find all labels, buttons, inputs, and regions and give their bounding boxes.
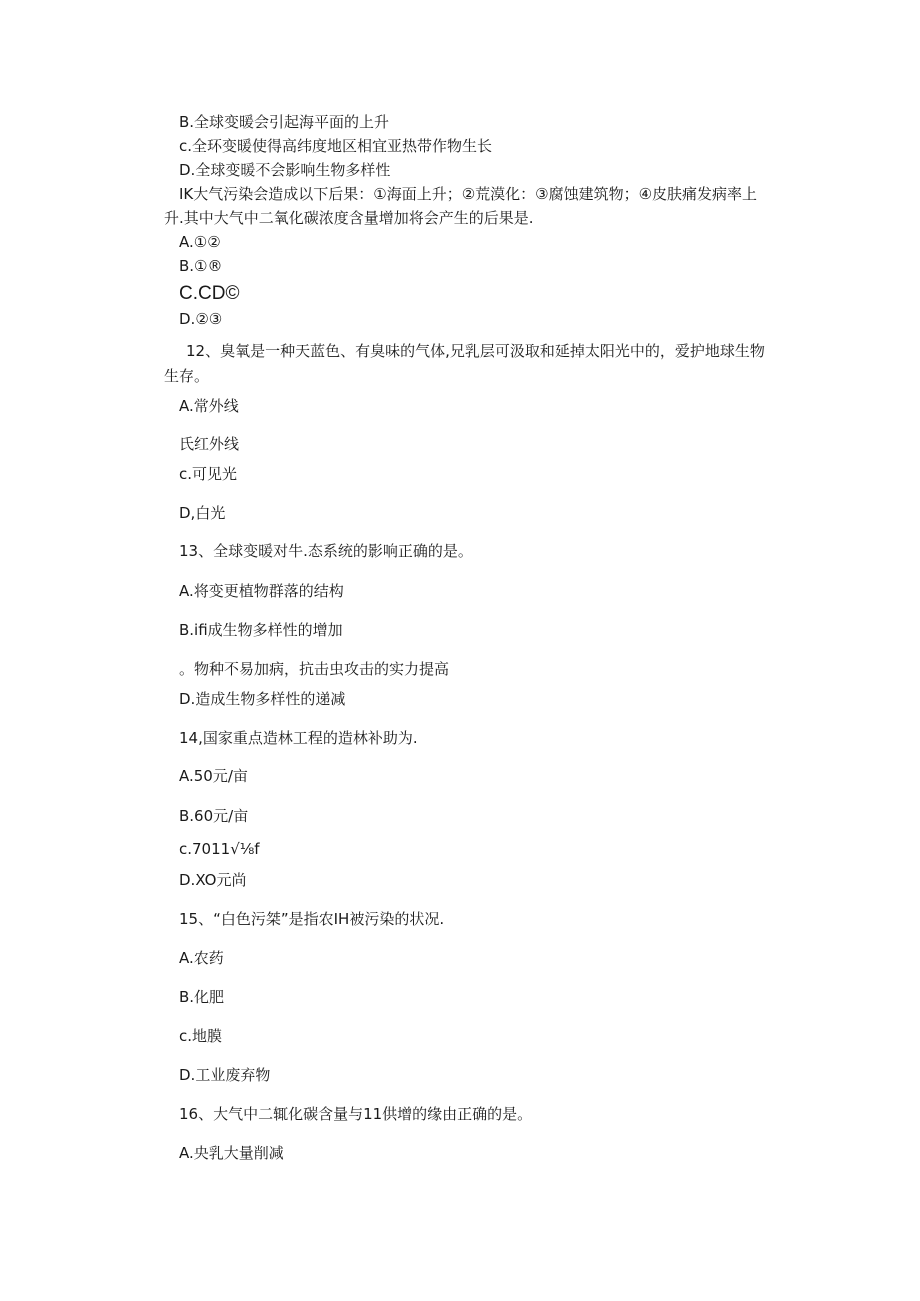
q12-option-c: c.可见光 xyxy=(179,465,238,483)
q11-option-a: A.①② xyxy=(179,233,221,251)
question-11-text: IK大气污染会造成以下后果：①海面上升；②荒漠化：③腐蚀建筑物；④皮肤痛发病率上 xyxy=(179,185,758,203)
q11-option-c: C.CD© xyxy=(179,283,240,304)
q13-option-c: 。物种不易加病，抗击虫攻击的实力提高 xyxy=(179,660,450,678)
option-d-biodiversity: D.全球变暖不会影响生物多样性 xyxy=(179,161,391,179)
option-b-sea-level: B.全球变暖会引起海平面的上升 xyxy=(179,113,390,131)
q14-option-b: B.60元/亩 xyxy=(179,807,249,825)
q12-option-a: A.常外线 xyxy=(179,397,239,415)
question-16-text: 16、大气中二辄化碳含量与11供增的缘由正确的是。 xyxy=(179,1105,533,1123)
q15-option-a: A.农药 xyxy=(179,949,224,967)
question-11-text-cont: 升.其中大气中二氧化碳浓度含量增加将会产生的后果是. xyxy=(164,209,534,227)
question-13-text: 13、全球变暖对牛.态系统的影响正确的是。 xyxy=(179,542,473,560)
q14-option-c: c.7011√⅛f xyxy=(179,840,260,858)
question-15-text: 15、“白色污桀”是指农IH被污染的状况. xyxy=(179,910,445,928)
q13-option-d: D.造成生物多样性的递减 xyxy=(179,690,346,708)
q14-option-d: D.XO元尚 xyxy=(179,871,247,889)
q13-option-a: A.将变更植物群落的结构 xyxy=(179,582,344,600)
q14-option-a: A.50元/亩 xyxy=(179,767,248,785)
q15-option-b: B.化肥 xyxy=(179,988,225,1006)
question-14-text: 14,国家重点造林工程的造林补助为. xyxy=(179,729,418,747)
question-12-text-cont: 生存。 xyxy=(164,367,210,385)
q16-option-a: A.央乳大量削减 xyxy=(179,1144,284,1162)
q12-option-d: D,白光 xyxy=(179,504,226,522)
q15-option-c: c.地膜 xyxy=(179,1027,223,1045)
q12-option-b: 氏红外线 xyxy=(179,435,240,453)
q15-option-d: D.工业废弃物 xyxy=(179,1066,271,1084)
q13-option-b: B.ifi成生物多样性的增加 xyxy=(179,621,343,639)
question-12-text: 12、臭氧是一种天蓝色、有臭味的气体,兄乳层可汲取和延掉太阳光中的，爱护地球生物 xyxy=(186,342,765,360)
option-c-subtropical-crops: c.全环变暖使得高纬度地区相宜亚热带作物生长 xyxy=(179,137,493,155)
q11-option-d: D.②③ xyxy=(179,310,223,328)
q11-option-b: B.①® xyxy=(179,257,223,275)
